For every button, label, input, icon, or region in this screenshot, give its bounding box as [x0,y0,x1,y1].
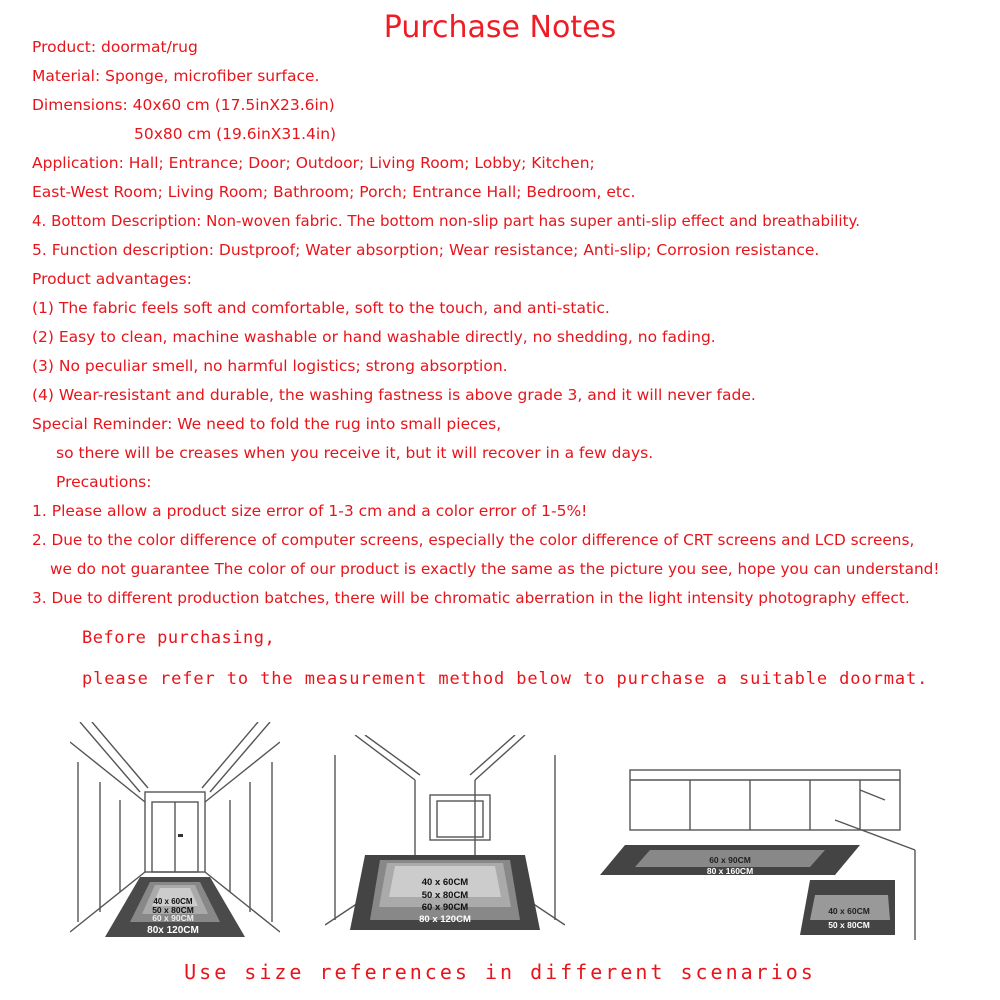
kitchen-label-50x80: 50 x 80CM [828,920,870,930]
application-line: Application: Hall; Entrance; Door; Outdoor; Living Room; Lobby; Kitchen; [32,154,595,172]
kitchen-label-60x90: 60 x 90CM [709,855,751,865]
dimensions-line: Dimensions: 40x60 cm (17.5inX23.6in) [32,96,335,114]
advantage-1: (1) The fabric feels soft and comfortable, soft to the touch, and anti-static. [32,299,610,317]
material-line: Material: Sponge, microfiber surface. [32,67,320,85]
corridor-label-80x120: 80 x 120CM [419,914,471,925]
function-description-line: 5. Function description: Dustproof; Water absorption; Wear resistance; Anti-slip; Corrosion resistance. [32,241,820,259]
product-line: Product: doormat/rug [32,38,198,56]
hallway-diagram [70,722,280,942]
precautions-heading: Precautions: [56,473,152,491]
page-title: Purchase Notes [383,10,617,45]
hallway-label-80x120: 80x 120CM [147,925,199,936]
advantage-2: (2) Easy to clean, machine washable or hand washable directly, no shedding, no fading. [32,328,716,346]
advantage-3: (3) No peculiar smell, no harmful logistics; strong absorption. [32,357,508,375]
precaution-2: 2. Due to the color difference of computer screens, especially the color difference of CRT screens and LCD screens, [32,531,915,549]
precaution-3: 3. Due to different production batches, there will be chromatic aberration in the light intensity photography effect. [32,589,910,607]
hallway-label-40x60: 40 x 60CM [153,897,193,906]
refer-measurement-text: please refer to the measurement method below to purchase a suitable doormat. [82,669,929,689]
bottom-description-line: 4. Bottom Description: Non-woven fabric. The bottom non-slip part has super anti-slip effect and breathability. [32,212,860,230]
kitchen-label-80x160: 80 x 160CM [706,866,754,876]
corridor-label-40x60: 40 x 60CM [421,877,469,888]
kitchen-label-40x60: 40 x 60CM [828,906,870,916]
before-purchasing-text: Before purchasing, [82,628,276,648]
dimensions-line-2: 50x80 cm (19.6inX31.4in) [134,125,337,143]
size-reference-caption: Use size references in different scenarios [184,960,816,984]
kitchen-diagram [595,750,920,940]
corridor-diagram [325,735,565,935]
hallway-label-50x80: 50 x 80CM [152,905,194,915]
precaution-1: 1. Please allow a product size error of 1-3 cm and a color error of 1-5%! [32,502,588,520]
application-line-2: East-West Room; Living Room; Bathroom; Porch; Entrance Hall; Bedroom, etc. [32,183,636,201]
corridor-label-60x90: 60 x 90CM [421,902,469,913]
corridor-label-50x80: 50 x 80CM [421,890,469,901]
precaution-2-continued: we do not guarantee The color of our product is exactly the same as the picture you see, hope you can understand! [50,560,940,578]
hallway-label-60x90: 60 x 90CM [152,913,194,923]
advantage-4: (4) Wear-resistant and durable, the washing fastness is above grade 3, and it will never fade. [32,386,756,404]
special-reminder: Special Reminder: We need to fold the rug into small pieces, [32,415,502,433]
advantages-heading: Product advantages: [32,270,192,288]
special-reminder-2: so there will be creases when you receive it, but it will recover in a few days. [56,444,654,462]
